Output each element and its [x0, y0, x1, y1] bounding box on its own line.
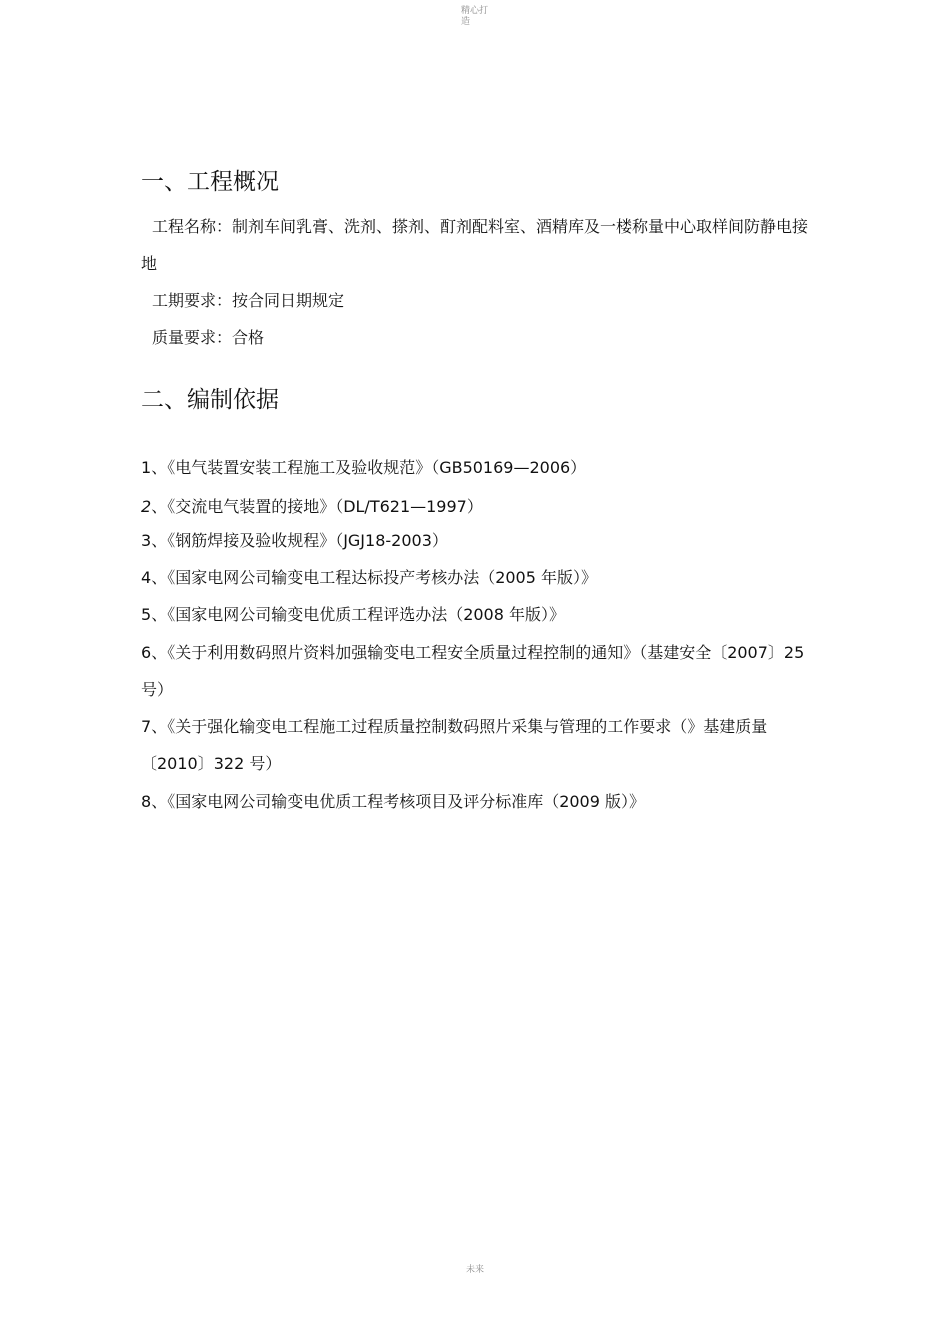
basis-item-7 [141, 708, 809, 782]
project-name-line: 工程名称：制剂车间乳膏、洗剂、搽剂、酊剂配料室、酒精库及一楼称量中心取样间防静电接地 [141, 217, 809, 273]
basis-item-1 [141, 449, 809, 486]
basis-item-number: 7 [141, 717, 152, 736]
basis-item-text: 、《电气装置安装工程施工及验收规范》（GB50169—2006） [151, 458, 587, 477]
basis-item-text: 、《国家电网公司输变电优质工程考核项目及评分标准库（2009 版）》 [151, 792, 645, 811]
basis-item-text: 、《关于利用数码照片资料加强输变电工程安全质量过程控制的通知》（基建安全〔2007〕25 号） [141, 643, 805, 699]
basis-item-4 [141, 559, 809, 596]
schedule-requirement-line: 工期要求：按合同日期规定 [152, 291, 345, 310]
basis-item-8 [141, 783, 809, 820]
basis-item-text: 、《国家电网公司输变电工程达标投产考核办法（2005 年版）》 [151, 568, 597, 587]
basis-item-text: 、《钢筋焊接及验收规程》（JGJ18-2003） [151, 531, 448, 550]
basis-item-number: 1 [141, 458, 152, 477]
basis-item-text: 、《交流电气装置的接地》（DL/T621—1997） [151, 497, 483, 516]
basis-item-3 [141, 522, 809, 559]
basis-item-5 [141, 596, 809, 633]
basis-item-6 [141, 634, 809, 708]
footer-watermark: 未来 [466, 1265, 485, 1275]
basis-item-number: 4 [141, 568, 152, 587]
basis-item-number: 6 [141, 643, 152, 662]
basis-item-text: 、《国家电网公司输变电优质工程评选办法（2008 年版）》 [151, 605, 565, 624]
basis-item-2 [141, 488, 809, 525]
section-title-project-overview: 一、工程概况 [141, 169, 279, 195]
header-watermark: 精心打造 [461, 6, 489, 27]
basis-item-text: 、《关于强化输变电工程施工过程质量控制数码照片采集与管理的工作要求（》基建质量〔2010〕322 号） [141, 717, 768, 773]
basis-item-number: 3 [141, 531, 152, 550]
section-title-basis: 二、编制依据 [141, 387, 279, 413]
basis-item-number: 8 [141, 792, 152, 811]
basis-item-number: 5 [141, 605, 152, 624]
basis-item-number: 2 [141, 497, 152, 516]
quality-requirement-line: 质量要求：合格 [152, 328, 265, 347]
